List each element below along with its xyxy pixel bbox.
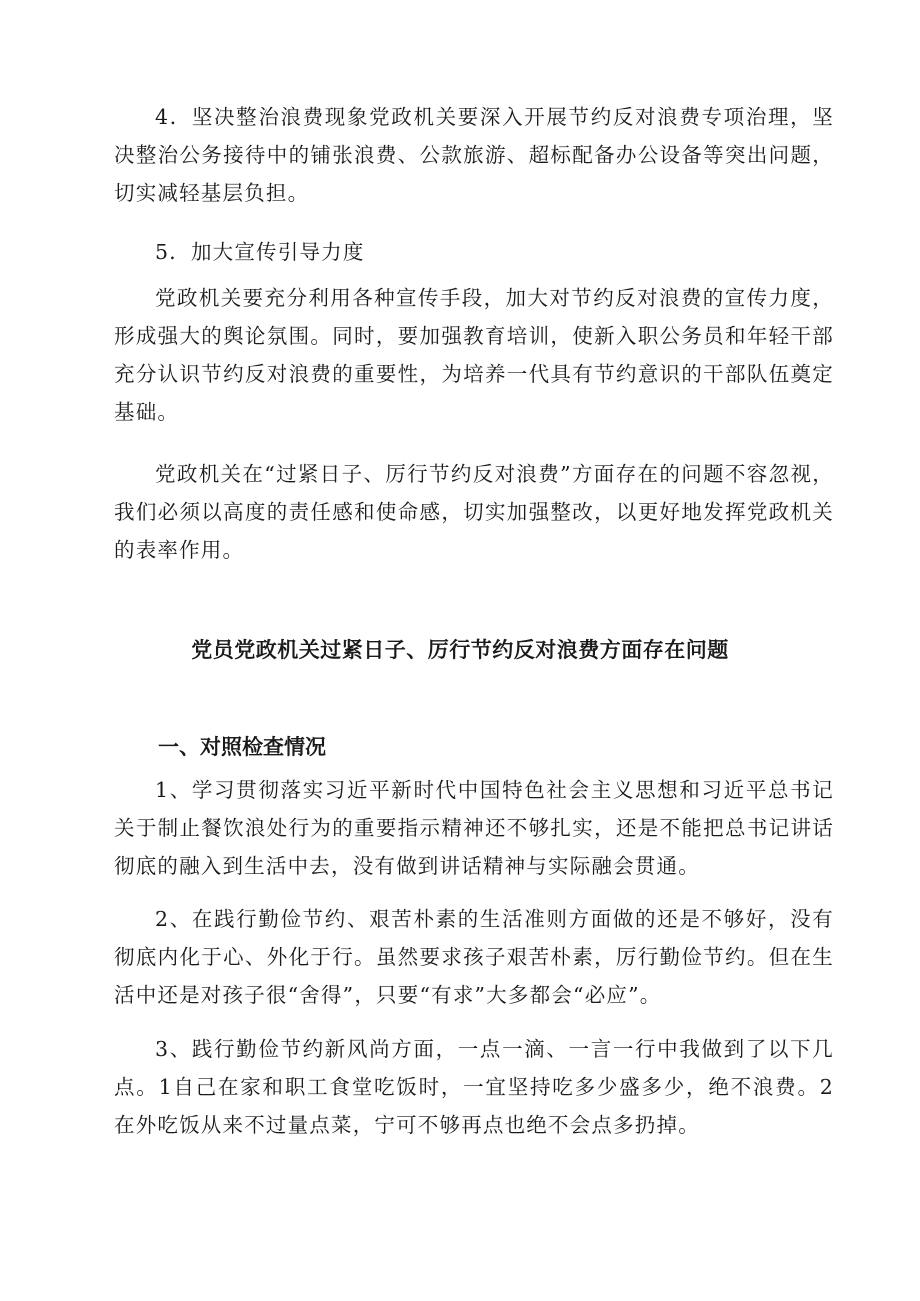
document-title: 党员党政机关过紧日子、厉行节约反对浪费方面存在问题 [191, 638, 729, 662]
paragraph-conclusion: 党政机关在“过紧日子、厉行节约反对浪费”方面存在的问题不容忽视，我们必须以高度的责任感和使命感，切实加强整改，以更好地发挥党政机关的表率作用。 [114, 462, 834, 562]
section-heading-one: 一、对照检查情况 [158, 735, 326, 759]
paragraph-publicity: 党政机关要充分利用各种宣传手段，加大对节约反对浪费的宣传力度，形成强大的舆论氛围。同时，要加强教育培训，使新入职公务员和年轻干部充分认识节约反对浪费的重要性，为培养一代具有节约意识的干部队伍奠定基础。 [114, 286, 834, 424]
paragraph-item-5-heading: 5．加大宣传引导力度 [155, 240, 365, 264]
paragraph-check-1: 1、学习贯彻落实习近平新时代中国特色社会主义思想和习近平总书记关于制止餐饮浪处行为的重要指示精神还不够扎实，还是不能把总书记讲话彻底的融入到生活中去，没有做到讲话精神与实际融会贯通。 [114, 778, 834, 878]
paragraph-item-4: 4．坚决整治浪费现象党政机关要深入开展节约反对浪费专项治理，坚决整治公务接待中的铺张浪费、公款旅游、超标配备办公设备等突出问题，切实减轻基层负担。 [114, 105, 834, 205]
paragraph-check-3: 3、践行勤俭节约新风尚方面，一点一滴、一言一行中我做到了以下几点。1自己在家和职工食堂吃饭时，一宜坚持吃多少盛多少，绝不浪费。2在外吃饭从来不过量点菜，宁可不够再点也绝不会点多扔掉。 [114, 1037, 834, 1137]
paragraph-check-2: 2、在践行勤俭节约、艰苦朴素的生活准则方面做的还是不够好，没有彻底内化于心、外化于行。虽然要求孩子艰苦朴素，厉行勤俭节约。但在生活中还是对孩子很“舍得”，只要“有求”大多都会“必应”。 [114, 907, 834, 1007]
